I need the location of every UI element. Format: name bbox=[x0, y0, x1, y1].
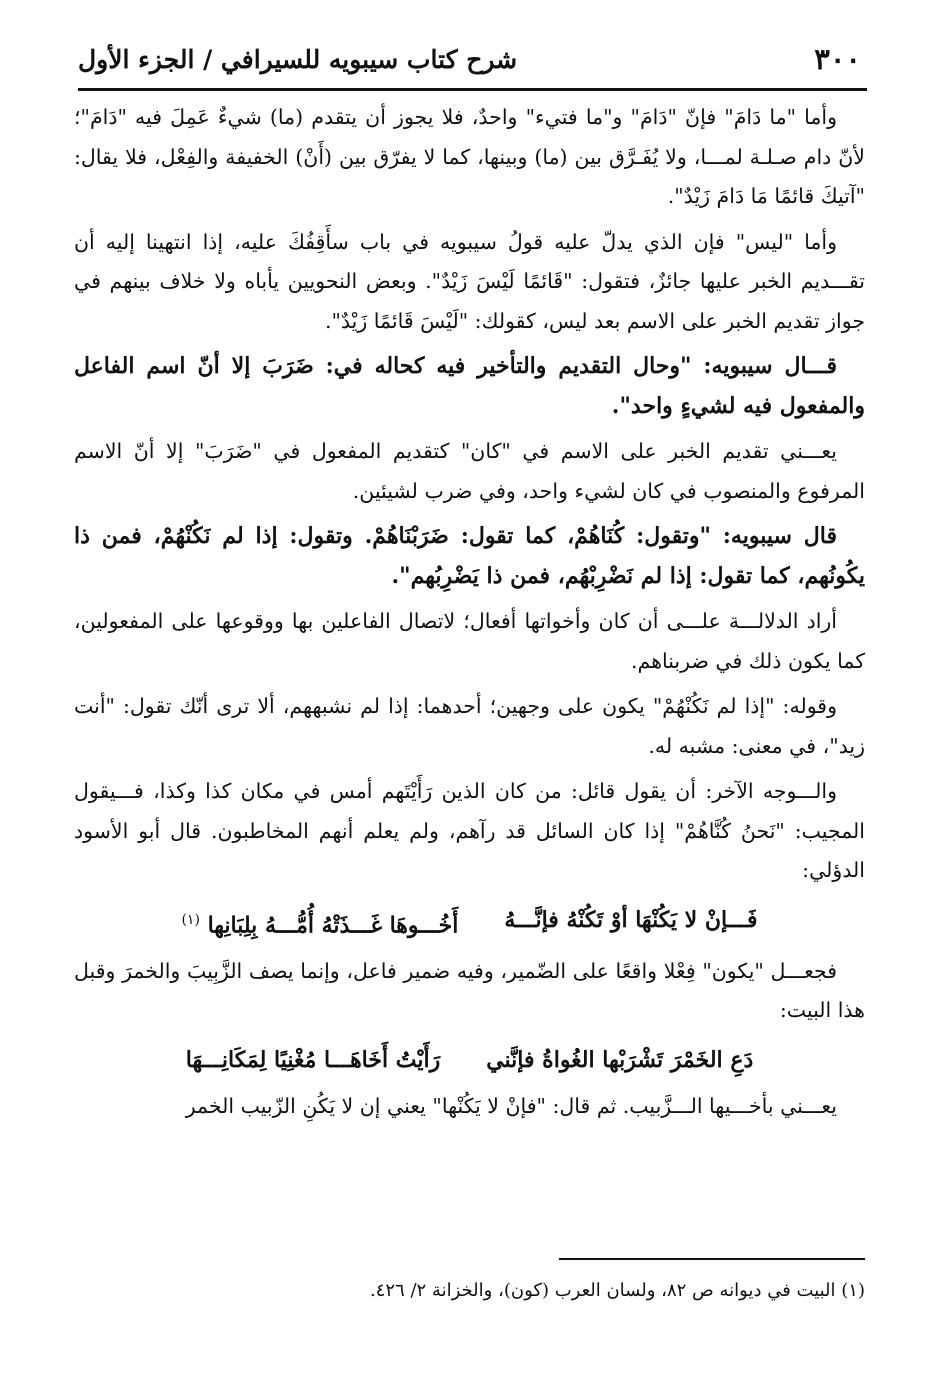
page-number: ٣٠٠ bbox=[814, 42, 861, 76]
main-text bbox=[74, 98, 865, 1132]
sibawayh-quote-1: قـــال سيبويه: "وحال التقديم والتأخير فيه كحاله في: ضَرَبَ إلا أنّ اسم الفاعل والمفعول فيه لشيءٍ واحد". bbox=[74, 353, 865, 419]
verse-1-first-hemistich: فَـــإنْ لا يَكُنْهَا أوْ تَكُنْهُ فإنَّـــهُ bbox=[504, 906, 758, 933]
paragraph-explanation-4: والـــوجه الآخر: أن يقول قائل: من كان الذين رَأَيْتَهم أمس في مكان كذا وكذا، فـــيقول المجيب: "نَحنُ كُنَّاهُمْ" إذا كان السائل قد رآهم، ولم يعلم أنهم المخاطبون. قال أبو الأسود الدؤلي: bbox=[74, 779, 865, 882]
verse-1-second-hemistich-text: أَخُـــوهَا غَـــذَتْهُ أُمُّـــهُ بِلِبَانِها bbox=[207, 911, 459, 938]
poetry-verse-2 bbox=[74, 1037, 865, 1083]
verse-1-second-hemistich bbox=[181, 897, 458, 948]
paragraph-laysa: وأما "ليس" فإن الذي يدلّ عليه قولُ سيبويه في باب سأَقِفُكَ عليه، إذا انتهينا إليه أن تقـــديم الخبر عليها جائزٌ، فتقول: "قَائمًا لَيْسَ زَيْدٌ". وبعض النحويين يأباه ولا خلاف بينهم في جواز تقديم الخبر على الاسم بعد ليس، كقولك: "لَيْسَ قَائمًا زَيْدٌ". bbox=[74, 229, 865, 333]
sibawayh-quote-2: قال سيبويه: "وتقول: كُنَاهُمْ، كما تقول: ضَرَبْنَاهُمْ. وتقول: إذا لم نَكُنْهُمْ، فمن ذا يكُونُهم، كما تقول: إذا لم نَضْرِبْهُم، فمن ذا يَضْرِبُهم". bbox=[74, 523, 865, 589]
paragraph-explanation-6: يعـــني بأخـــيها الـــزَّبيب. ثم قال: "فإنْ لا يَكُنْها" يعني إن لا يَكُنِ الزّبيب الخمر bbox=[185, 1093, 837, 1118]
footnote-rule bbox=[559, 1258, 865, 1260]
paragraph-explanation-2: أراد الدلالـــة علـــى أن كان وأخواتها أفعال؛ لاتصال الفاعلين بها ووقوعها على المفعولين، كما يكون ذلك في ضربناهم. bbox=[74, 609, 865, 673]
verse-2-second-hemistich: رَأَيْتُ أَخَاهَـــا مُغْنِيًا لِمَكَانِـــهَا bbox=[185, 1046, 441, 1073]
header-rule bbox=[78, 88, 867, 91]
running-title: شرح كتاب سيبويه للسيرافي / الجزء الأول bbox=[78, 44, 518, 74]
paragraph-explanation-5: فجعـــل "يكون" فِعْلا واقعًا على الضّمير، وفيه ضمير فاعل، وإنما يصف الزَّبِيبَ والخمرَ وقبل هذا البيت: bbox=[74, 958, 865, 1023]
paragraph-explanation-3: وقوله: "إذا لم نَكُنْهُمْ" يكون على وجهين؛ أحدهما: إذا لم نشبههم، ألا ترى أنّك تقول: "أنت زيد"، في معنى: مشبه له. bbox=[74, 694, 865, 758]
footnote: (١) البيت في ديوانه ص ٨٢، ولسان العرب (كون)، والخزانة ٢/ ٤٢٦. bbox=[369, 1280, 865, 1301]
verse-2-first-hemistich: دَعِ الخَمْرَ تَشْرَبْها الغُواةُ فإنَّني bbox=[486, 1046, 754, 1073]
paragraph-explanation-1: يعـــني تقديم الخبر على الاسم في "كان" كتقديم المفعول في "ضَرَبَ" إلا أنّ الاسم المرفوع والمنصوب في كان لشيء واحد، وفي ضرب لشيئين. bbox=[74, 439, 865, 503]
running-header bbox=[78, 38, 861, 80]
paragraph-ma-dama: وأما "ما دَامَ" فإنّ "دَامَ" و"ما فتيء" واحدٌ، فلا يجوز أن يتقدم (ما) شيءٌ عَمِلَ فيه "دَامَ"؛ لأنّ دام صـلـة لمـــا، ولا يُفَـرَّق بين (ما) وبينها، كما لا يفرّق بين (أَنْ) الخفيفة والفِعْل، فلا يقال: "آتيكَ قائمًا مَا دَامَ زَيْدٌ". bbox=[74, 105, 865, 208]
poetry-verse-1 bbox=[74, 897, 865, 948]
footnote-marker[interactable]: (١) bbox=[181, 911, 200, 928]
